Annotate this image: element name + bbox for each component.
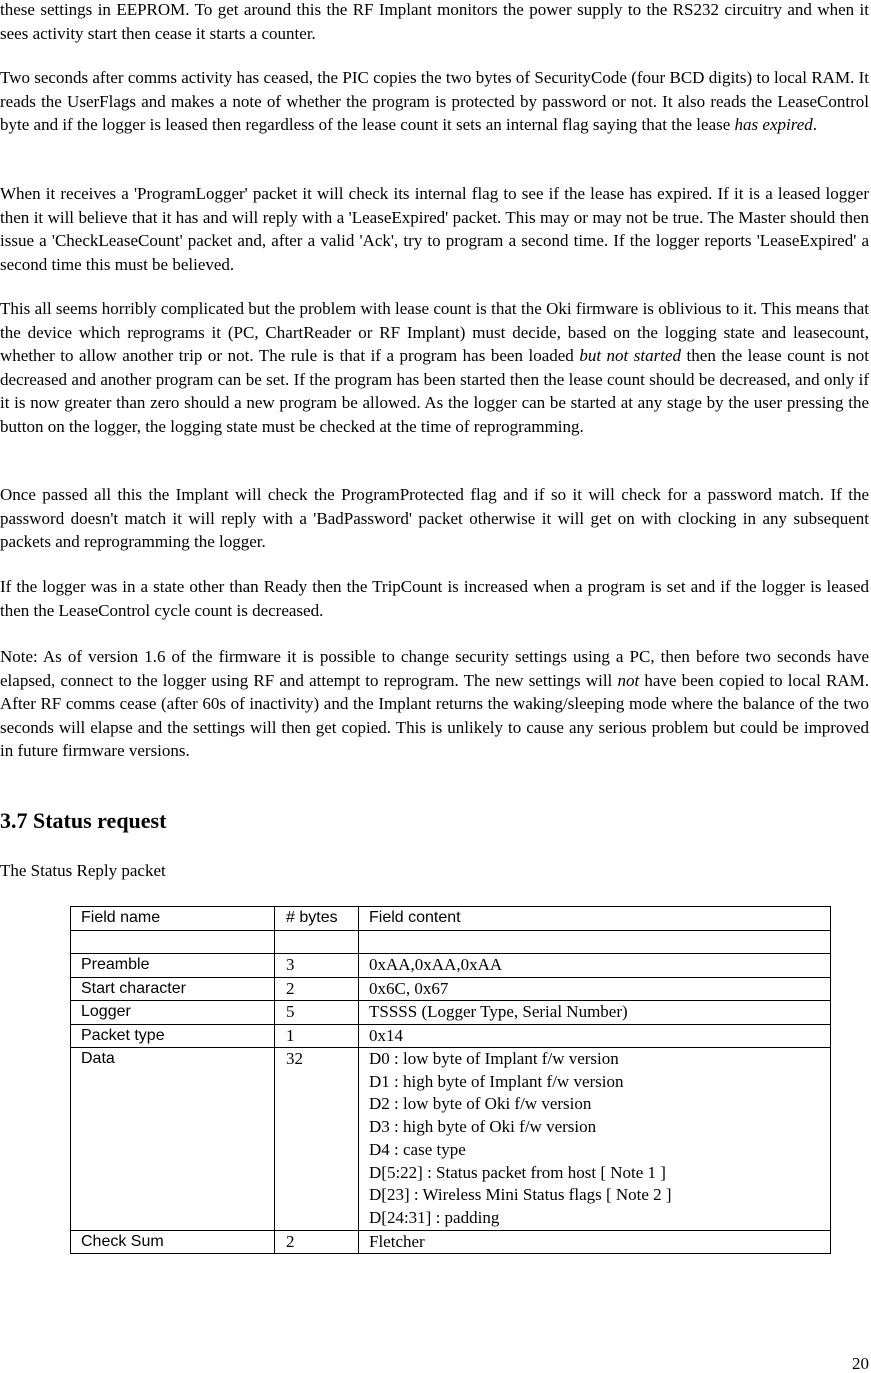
row-bytes: 5 (275, 1001, 359, 1025)
row-field-content: 0xAA,0xAA,0xAA (359, 954, 831, 978)
table-row-checksum (71, 1230, 831, 1254)
header-field-name: Field name (71, 907, 275, 931)
table-row (71, 954, 831, 978)
paragraph-lease-count: This all seems horribly complicated but the problem with lease count is that the Oki firmware is oblivious to it. This means that the device which reprograms it (PC, ChartReader or RF Implant) must decide, based on the logging state and leasecount, whether to allow another trip or not. The rule is that if a program has been loaded but not started then the lease count is not decreased and another program can be set. If the program has been started then the lease count should be decreased, and only if it is now greater than zero should a new program be allowed. As the logger can be started at any stage by the user pressing the button on the logger, the logging state must be checked at the time of reprogramming. (0, 299, 870, 436)
row-field-content-data (359, 1048, 831, 1231)
table-row (71, 1024, 831, 1048)
table-row-empty (71, 930, 831, 954)
row-bytes: 3 (275, 954, 359, 978)
row-bytes: 2 (275, 977, 359, 1001)
emphasis-not: not (617, 670, 640, 690)
section-heading: 3.7 Status request (0, 808, 167, 833)
emphasis-has-expired: has expired (734, 115, 813, 135)
row-bytes: 32 (275, 1048, 359, 1231)
data-line: D0 : low byte of Implant f/w version (369, 1049, 619, 1068)
paragraph-password-check: Once passed all this the Implant will check the ProgramProtected flag and if so it will check for a password match. If the password doesn't match it will reply with a 'BadPassword' packet otherwise it will get on with clocking in any subsequent packets and reprogramming the logger. (0, 485, 869, 552)
row-bytes: 2 (275, 1230, 359, 1254)
table-header-row (71, 907, 831, 931)
emphasis-but-not-started: but not started (579, 346, 682, 366)
table-row-data (71, 1048, 831, 1231)
status-reply-table (70, 906, 831, 1254)
paragraph-firmware-note: Note: As of version 1.6 of the firmware it is possible to change security settings using a PC, then before two seconds have elapsed, connect to the logger using RF and attempt to reprogram. The new settings will not have been copied to local RAM. After RF comms cease (after 60s of inactivity) and the Implant returns the waking/sleeping mode where the balance of the two seconds will elapse and the settings will then get copied. This is unlikely to cause any serious problem but could be improved in future firmware versions. (0, 647, 869, 761)
paragraph-power-supply: these settings in EEPROM. To get around this the RF Implant monitors the power supply to the RS232 circuitry and when it sees activity start then cease it starts a counter. (0, 0, 869, 43)
row-field-name: Logger (71, 1001, 275, 1025)
data-line: D[5:22] : Status packet from host [ Note 1 ] (369, 1162, 666, 1182)
row-bytes: 1 (275, 1024, 359, 1048)
row-field-name: Packet type (71, 1024, 275, 1048)
row-field-content: 0x14 (359, 1024, 831, 1048)
data-line: D1 : high byte of Implant f/w version (369, 1071, 624, 1091)
table-row (71, 1001, 831, 1025)
table-row (71, 977, 831, 1001)
row-field-name: Start character (71, 977, 275, 1001)
row-field-name: Check Sum (71, 1230, 275, 1254)
data-line: D4 : case type (369, 1139, 466, 1159)
header-bytes: # bytes (275, 907, 359, 931)
row-field-content: Fletcher (359, 1230, 831, 1254)
header-field-content: Field content (359, 907, 831, 931)
paragraph-trip-count: If the logger was in a state other than Ready then the TripCount is increased when a program is set and if the logger is leased then the LeaseControl cycle count is decreased. (0, 577, 869, 620)
data-line: D3 : high byte of Oki f/w version (369, 1117, 597, 1137)
row-field-name: Data (71, 1048, 275, 1231)
data-line: D[23] : Wireless Mini Status flags [ Note 2 ] (369, 1185, 672, 1205)
data-line: D2 : low byte of Oki f/w version (369, 1094, 592, 1114)
row-field-content: TSSSS (Logger Type, Serial Number) (359, 1001, 831, 1025)
paragraph-security-code: Two seconds after comms activity has ceased, the PIC copies the two bytes of SecurityCode (four BCD digits) to local RAM. It reads the UserFlags and makes a note of whether the program is protected by password or not. It also reads the LeaseControl byte and if the logger is leased then regardless of the lease count it sets an internal flag saying that the lease has expired. (0, 68, 869, 135)
section-intro: The Status Reply packet (0, 861, 166, 880)
row-field-content: 0x6C, 0x67 (359, 977, 831, 1001)
data-line: D[24:31] : padding (369, 1207, 500, 1227)
page-number: 20 (852, 1354, 869, 1373)
paragraph-program-logger: When it receives a 'ProgramLogger' packet it will check its internal flag to see if the lease has expired. If it is a leased logger then it will believe that it has and will reply with a 'LeaseExpired' packet. This may or may not be true. The Master should then issue a 'CheckLeaseCount' packet and, after a valid 'Ack', try to program a second time. If the logger reports 'LeaseExpired' a second time this must be believed. (0, 184, 869, 274)
row-field-name: Preamble (71, 954, 275, 978)
